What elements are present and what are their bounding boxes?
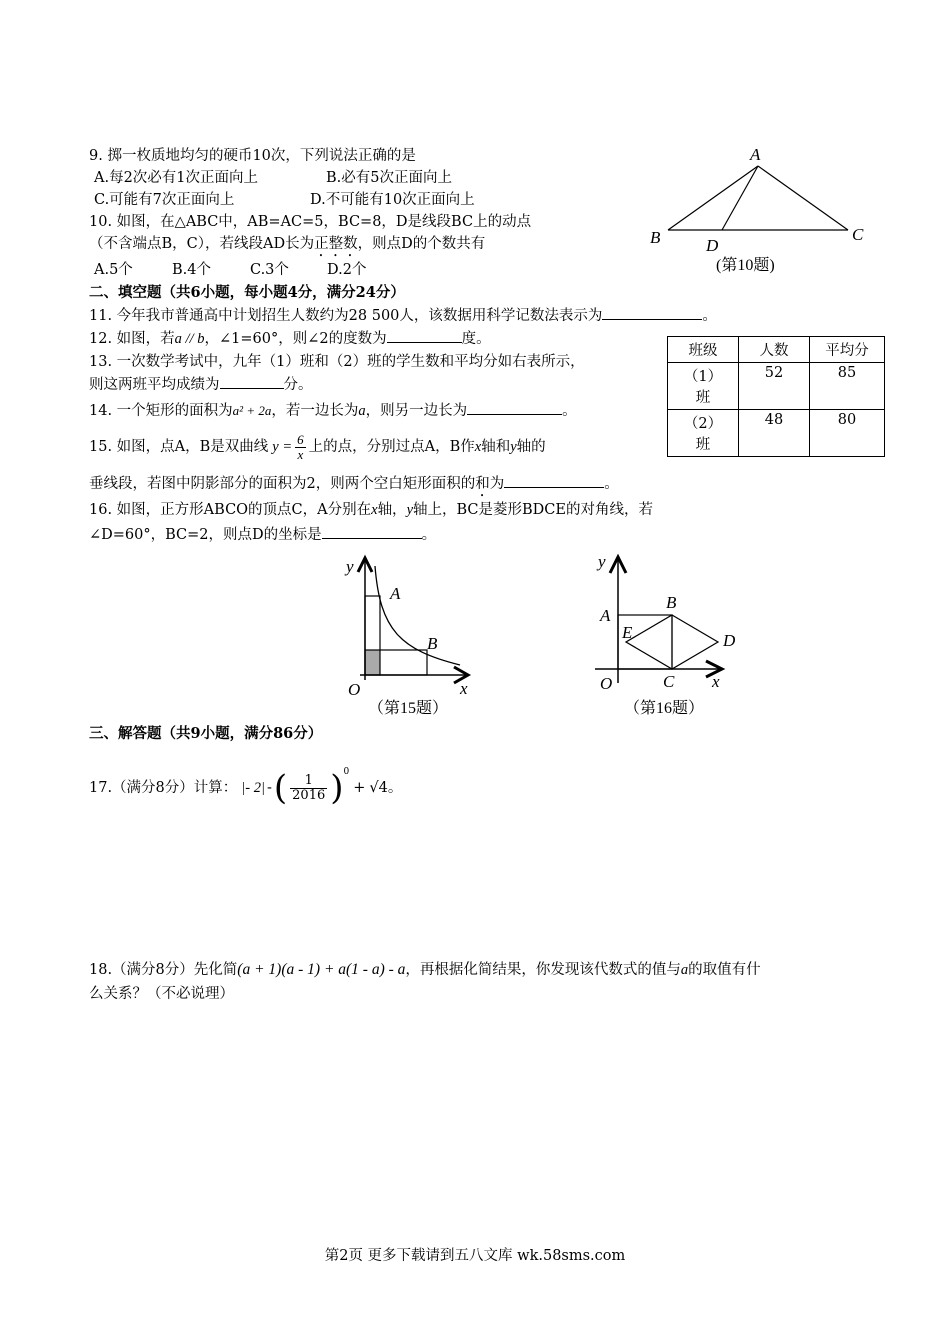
label-d: D <box>723 631 736 650</box>
table-row <box>668 410 885 457</box>
q9-option-a: A.每2次必有1次正面向上 <box>94 170 259 186</box>
label-x: x <box>460 679 468 698</box>
page-footer: 第2页 更多下载请到五八文库 wk.58sms.com <box>324 1248 626 1264</box>
segment-ad <box>722 166 758 230</box>
q9-option-d: D.不可能有10次正面向上 <box>310 192 475 208</box>
label-y: y <box>598 552 606 571</box>
q9-option-b: B.必有5次正面向上 <box>326 170 452 186</box>
label-y: y <box>346 557 354 576</box>
label-b: B <box>427 634 438 653</box>
q12: 12. 如图，若a // b，∠1=60°，则∠2的度数为 度。 <box>89 328 491 349</box>
table-cell-class: （1） 班 <box>668 363 739 410</box>
figure-10-caption: (第10题) <box>716 257 775 274</box>
q9-stem: 9. 掷一枚质地均匀的硬币10次，下列说法正确的是 <box>89 148 416 164</box>
shaded-region <box>365 650 380 675</box>
label-a: A <box>390 584 401 603</box>
q15-line1: 15. 如图，点A，B是双曲线 y = $\frac{6}{x}$ 上的点，分别过点A，B作x轴和y轴的 <box>89 431 546 462</box>
figure-10-triangle <box>640 140 880 280</box>
q14: 14. 一个矩形的面积为a² + 2a，若一边长为a，则另一边长为 。 <box>89 400 577 421</box>
q13-line1: 13. 一次数学考试中，九年（1）班和（2）班的学生数和平均分如右表所示， <box>89 354 585 370</box>
figure-16-caption: （第16题） <box>624 700 705 717</box>
q14-answer-blank[interactable] <box>467 400 562 415</box>
q10-option-b: B.4个 <box>172 262 211 278</box>
q10-emphasis: 正整数 <box>314 236 358 252</box>
figure-16-rhombus <box>590 545 760 720</box>
label-a: A <box>750 145 761 164</box>
segment-ab <box>668 166 758 230</box>
table-row <box>668 363 885 410</box>
q10-line1: 10. 如图，在△ABC中，AB=AC=5，BC=8，D是线段BC上的动点 <box>89 214 532 230</box>
table-header-count: 人数 <box>739 337 810 363</box>
label-e: E <box>622 623 633 642</box>
section-3-heading: 三、解答题（共9小题，满分86分） <box>89 725 323 742</box>
q15-answer-blank[interactable] <box>504 473 604 488</box>
label-o: O <box>348 680 361 699</box>
q11: 11. 今年我市普通高中计划招生人数约为28 500人，该数据用科学记数法表示为 。 <box>89 305 717 326</box>
segment-ac <box>758 166 848 230</box>
table-cell-class: （2） 班 <box>668 410 739 457</box>
q16-line2: ∠D=60°，BC=2，则点D的坐标是 。 <box>89 524 436 545</box>
q17: 17.（满分8分）计算： |- 2| -( $\frac{1}{2016}$ )$^0$+ √4。 <box>89 767 403 808</box>
q12-answer-blank[interactable] <box>387 328 462 343</box>
q10-line2: （不含端点B，C），若线段AD长为正整数，则点D的个数共有 <box>89 236 486 252</box>
table-header-class: 班级 <box>668 337 739 363</box>
q15-line2: 垂线段，若图中阴影部分的面积为2，则两个空白矩形面积的和为 。 <box>89 473 619 500</box>
table-header-avg: 平均分 <box>810 337 885 363</box>
q9-option-c: C.可能有7次正面向上 <box>94 192 235 208</box>
q16-answer-blank[interactable] <box>322 524 422 539</box>
q13-answer-blank[interactable] <box>220 374 284 389</box>
q11-answer-blank[interactable] <box>602 305 702 320</box>
table-cell-avg: 85 <box>810 363 885 410</box>
q10-option-d: D.2个 <box>327 262 367 278</box>
q10-option-a: A.5个 <box>94 262 133 278</box>
q18-line2: 么关系？（不必说理） <box>89 986 234 1002</box>
q10-option-c: C.3个 <box>250 262 289 278</box>
label-x: x <box>712 672 720 691</box>
label-c: C <box>852 225 864 244</box>
q13-line2: 则这两班平均成绩为 分。 <box>89 374 313 395</box>
table-cell-count: 48 <box>739 410 810 457</box>
figure-15-caption: （第15题） <box>368 700 449 717</box>
table-cell-avg: 80 <box>810 410 885 457</box>
label-c: C <box>663 672 675 691</box>
q18-line1: 18.（满分8分）先化简(a + 1)(a - 1) + a(1 - a) - a，再根据化简结果，你发现该代数式的值与a的取值有什 <box>89 961 761 978</box>
table-cell-count: 52 <box>739 363 810 410</box>
label-b: B <box>650 228 661 247</box>
label-a: A <box>600 606 611 625</box>
label-o: O <box>600 674 613 693</box>
label-b: B <box>666 593 677 612</box>
section-2-heading: 二、填空题（共6小题，每小题4分，满分24分） <box>89 284 405 301</box>
label-d: D <box>706 236 719 255</box>
q16-line1: 16. 如图，正方形ABCO的顶点C，A分别在x轴，y轴上，BC是菱形BDCE的对角线，若 <box>89 502 653 518</box>
class-score-table <box>667 336 885 457</box>
figure-15-hyperbola <box>330 550 490 720</box>
